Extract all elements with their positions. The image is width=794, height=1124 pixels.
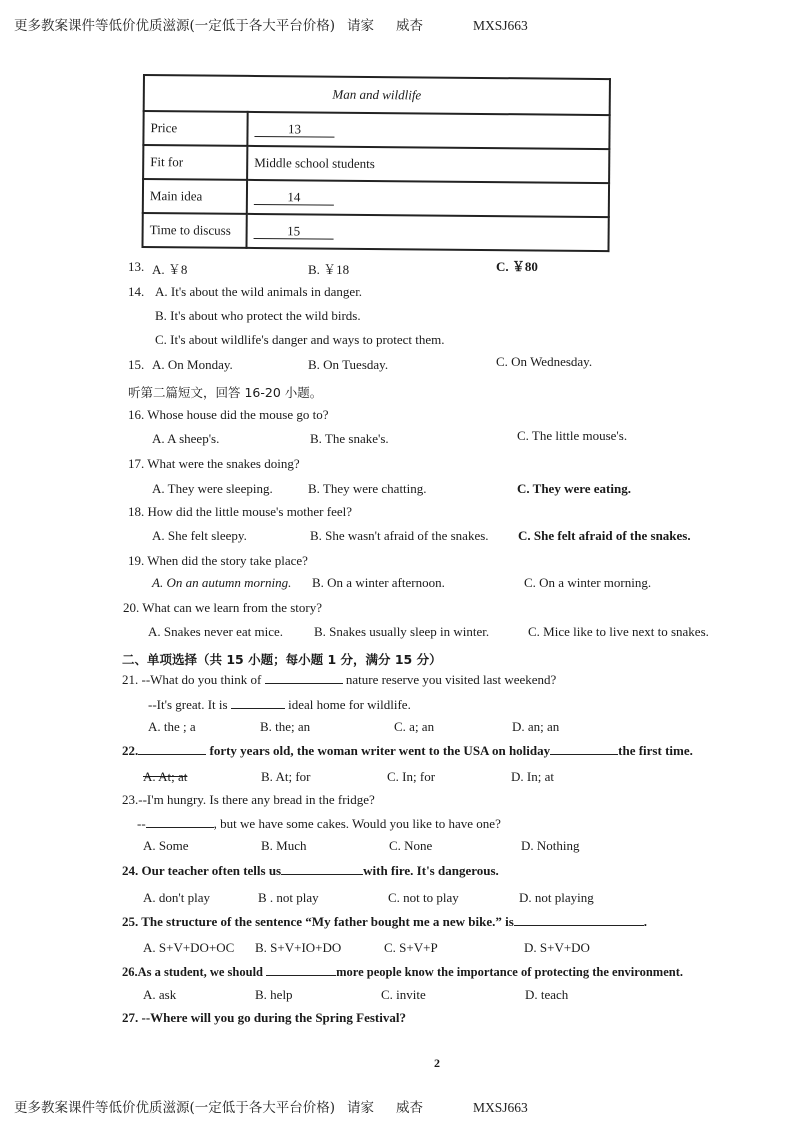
answer-blank: [265, 671, 343, 684]
option-c: C. In; for: [387, 769, 436, 784]
answer-blank: [138, 742, 206, 755]
question-22-text-b: the first time.: [618, 743, 693, 758]
option-a: A. They were sleeping.: [152, 481, 273, 496]
table-value-main-idea: 14: [254, 190, 334, 206]
option-c: C. On Wednesday.: [496, 354, 593, 369]
option-d: D. not playing: [519, 890, 594, 905]
table-value-cell: [247, 180, 609, 217]
option-b: B . not play: [258, 890, 319, 905]
option-a: A. ￥8: [152, 262, 188, 277]
banner-code: MXSJ663: [473, 18, 528, 33]
option-a: A. On an autumn morning.: [152, 575, 292, 590]
question-25-line: [122, 913, 647, 930]
option-c: C. They were eating.: [517, 481, 631, 496]
table-row: [143, 111, 609, 149]
question-27-line: 27. --Where will you go during the Spring Festival?: [122, 1010, 406, 1025]
table-value-cell: [247, 112, 609, 149]
option-b: B. The snake's.: [310, 431, 389, 446]
question-25-end: .: [643, 914, 648, 929]
option-c: C. not to play: [388, 890, 459, 905]
option-b: B. S+V+IO+DO: [255, 940, 342, 955]
question-18-text: 18. How did the little mouse's mother feel?: [128, 504, 353, 519]
question-21-line-2: [148, 696, 411, 713]
table-label-main-idea: Main idea: [143, 179, 247, 214]
option-b: B. She wasn't afraid of the snakes.: [310, 528, 489, 543]
option-a: A. Snakes never eat mice.: [148, 624, 284, 639]
grammar-section-heading: 二、单项选择（共 15 小题；每小题 1 分，满分 15 分）: [122, 652, 442, 667]
option-c: C. S+V+P: [384, 940, 438, 955]
option-c: C. Mice like to live next to snakes.: [528, 624, 709, 639]
table-value-time-to-discuss: 15: [254, 224, 334, 240]
answer-blank: [146, 815, 214, 828]
question-21-text-c: --It's great. It is: [148, 697, 228, 712]
question-24-line: [122, 862, 499, 879]
option-a: A. On Monday.: [152, 357, 233, 372]
option-b: B. Snakes usually sleep in winter.: [314, 624, 490, 639]
question-26-line: [122, 963, 683, 980]
option-a: A. don't play: [143, 890, 210, 905]
banner-contact-name: 威杏: [396, 18, 424, 34]
top-banner: [14, 14, 528, 34]
question-22-text-a: forty years old, the woman writer went to the USA on holiday: [209, 743, 551, 758]
table-value-cell: [246, 214, 608, 251]
option-b: B. On a winter afternoon.: [312, 575, 445, 590]
option-c: C. The little mouse's.: [517, 428, 628, 443]
question-23-text: , but we have some cakes. Would you like to have one?: [213, 816, 501, 831]
question-number: 14.: [128, 284, 145, 299]
question-24-text-a: 24. Our teacher often tells us: [122, 863, 282, 878]
table-label-fit-for: Fit for: [143, 145, 247, 180]
banner-text: 更多教案课件等低价优质滋源(一定低于各大平台价格): [14, 18, 336, 34]
option-a: A. the ; a: [148, 719, 196, 734]
banner-contact-label: 请家: [347, 18, 375, 34]
option-a: A. A sheep's.: [152, 431, 220, 446]
question-25-text: 25. The structure of the sentence “My father bought me a new bike.” is: [122, 914, 514, 929]
question-26-text-a: 26.As a student, we should: [122, 965, 264, 979]
banner-code: MXSJ663: [473, 1100, 528, 1115]
option-c: C. None: [389, 838, 433, 853]
option-a: A. ask: [143, 987, 177, 1002]
question-19-text: 19. When did the story take place?: [128, 553, 308, 568]
question-26-text-b: more people know the importance of protecting the environment.: [336, 965, 683, 979]
page-number: 2: [434, 1056, 440, 1070]
option-d: D. S+V+DO: [524, 940, 590, 955]
table-value-fit-for: Middle school students: [247, 146, 609, 183]
banner-contact-name: 威杏: [396, 1100, 424, 1116]
table-value-price: 13: [254, 122, 334, 138]
answer-blank: [231, 696, 285, 709]
question-22-line: [122, 742, 693, 759]
question-number: 15.: [128, 357, 145, 372]
table-row: [143, 179, 609, 217]
option-d: D. In; at: [511, 769, 554, 784]
question-20-text: 20. What can we learn from the story?: [123, 600, 323, 615]
option-d: D. an; an: [512, 719, 560, 734]
option-b: B. At; for: [261, 769, 311, 784]
question-14-option-b: B. It's about who protect the wild birds.: [155, 308, 361, 323]
option-b: B. the; an: [260, 719, 311, 734]
question-21-line-1: [122, 671, 556, 688]
option-c: C. ￥80: [496, 259, 538, 274]
option-a: A. She felt sleepy.: [152, 528, 247, 543]
option-b: B. On Tuesday.: [308, 357, 389, 372]
option-d: D. Nothing: [521, 838, 580, 853]
banner-text: 更多教案课件等低价优质滋源(一定低于各大平台价格): [14, 1100, 336, 1116]
answer-blank: [514, 913, 644, 926]
option-a: A. S+V+DO+OC: [143, 940, 235, 955]
option-a: A. At; at: [143, 769, 188, 784]
question-23-line-1: 23.--I'm hungry. Is there any bread in the fridge?: [122, 792, 375, 807]
table-title-row: [144, 75, 610, 115]
table-row: [142, 213, 608, 251]
option-b: B. help: [255, 987, 293, 1002]
banner-contact-label: 请家: [347, 1100, 375, 1116]
table-label-price: Price: [143, 111, 247, 146]
bottom-banner: [14, 1096, 528, 1116]
table-row: [143, 145, 609, 183]
option-b: B. ￥18: [308, 262, 350, 277]
question-17-text: 17. What were the snakes doing?: [128, 456, 300, 471]
question-16-text: 16. Whose house did the mouse go to?: [128, 407, 329, 422]
option-b: B. They were chatting.: [308, 481, 427, 496]
wildlife-info-table: [141, 74, 611, 252]
question-21-text-a: 21. --What do you think of: [122, 672, 262, 687]
answer-blank: [266, 963, 336, 976]
option-c: C. invite: [381, 987, 426, 1002]
question-24-text-b: with fire. It's dangerous.: [363, 863, 499, 878]
answer-blank: [550, 742, 618, 755]
question-number: 13.: [128, 259, 145, 274]
option-c: C. She felt afraid of the snakes.: [518, 528, 691, 543]
option-c: C. a; an: [394, 719, 435, 734]
question-23-line-2: [137, 815, 501, 832]
option-b: B. Much: [261, 838, 307, 853]
question-number: 22.: [122, 743, 139, 758]
option-a: A. Some: [143, 838, 189, 853]
table-label-time-to-discuss: Time to discuss: [142, 213, 246, 248]
option-a: A. It's about the wild animals in danger.: [155, 284, 363, 299]
question-23-prefix: --: [137, 816, 146, 831]
question-21-text-b: nature reserve you visited last weekend?: [345, 672, 557, 687]
option-c: C. On a winter morning.: [524, 575, 652, 590]
question-14-option-c: C. It's about wildlife's danger and ways to protect them.: [155, 332, 445, 347]
option-d: D. teach: [525, 987, 569, 1002]
question-21-text-d: ideal home for wildlife.: [288, 697, 411, 712]
section-2-heading: 听第二篇短文，回答 16-20 小题。: [128, 385, 323, 400]
table-title: Man and wildlife: [144, 75, 610, 115]
answer-blank: [281, 862, 363, 875]
